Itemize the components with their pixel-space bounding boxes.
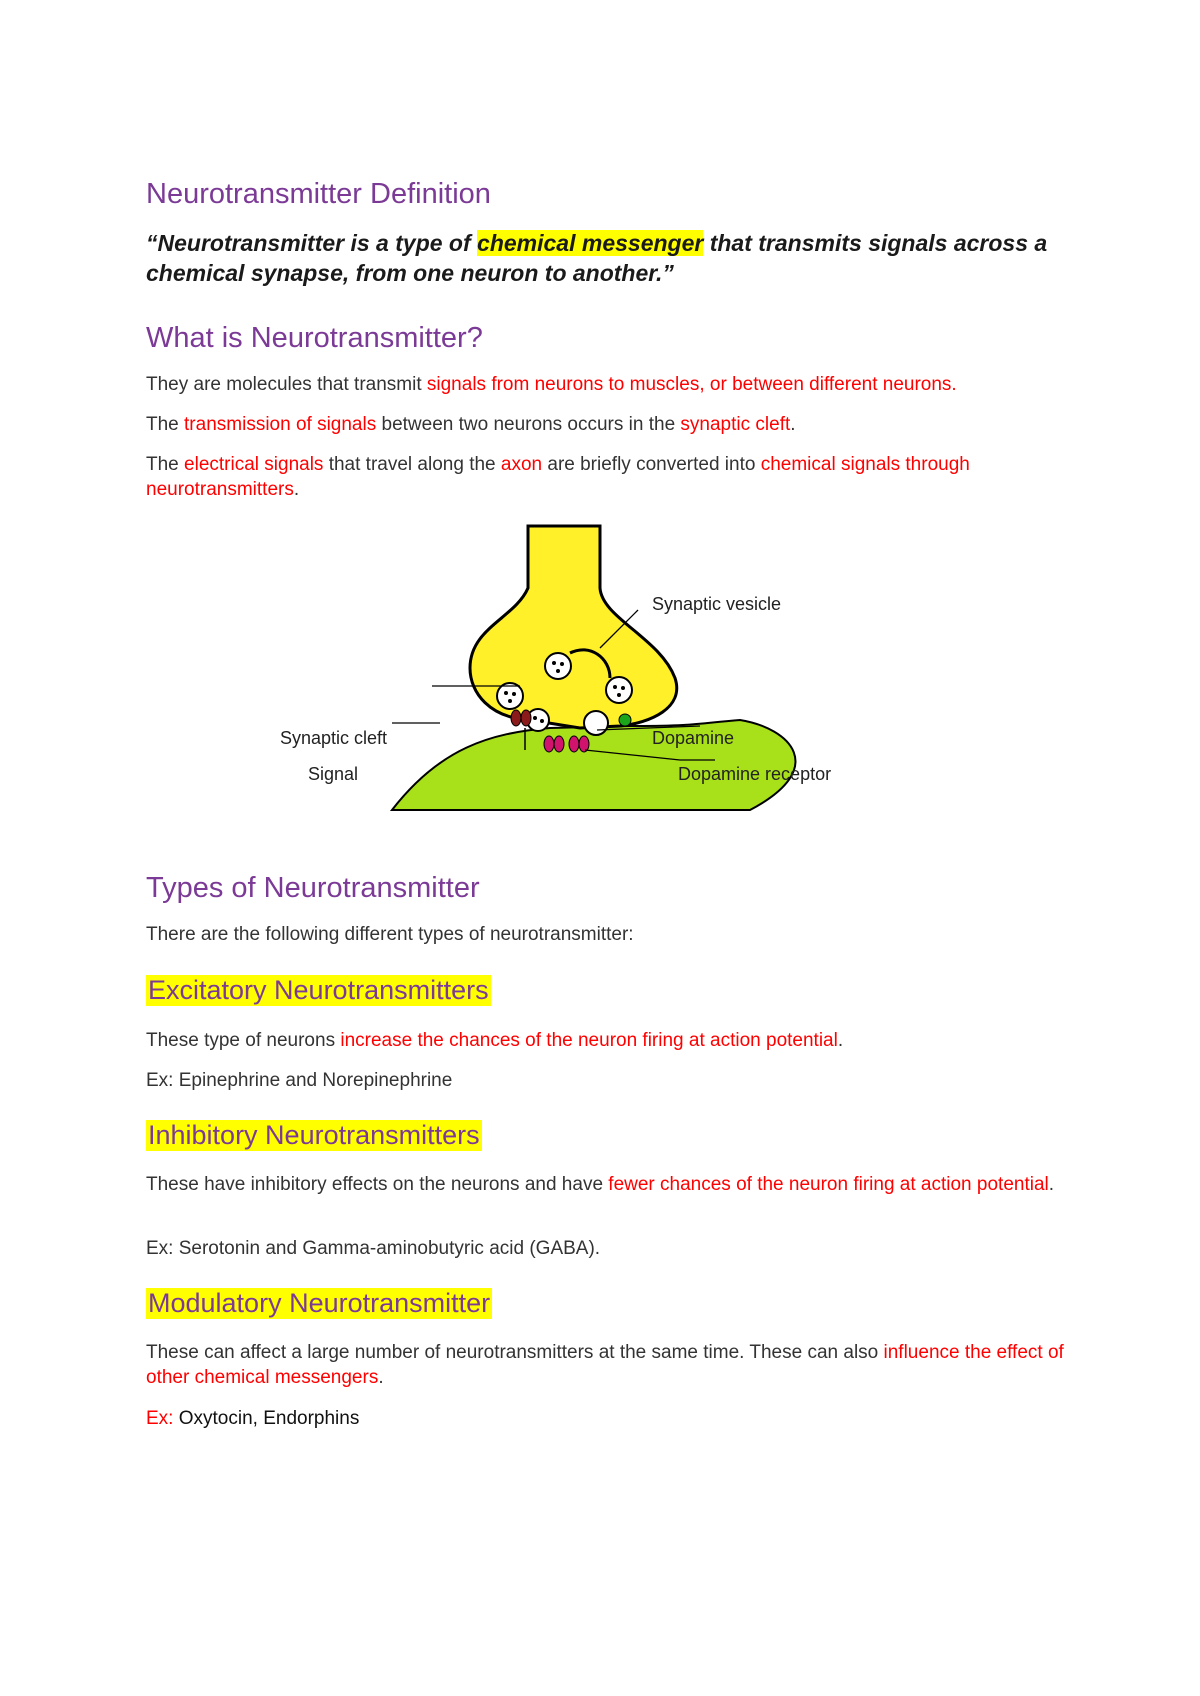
label-synaptic-vesicle: Synaptic vesicle <box>652 594 782 614</box>
definition-heading: Neurotransmitter Definition <box>146 178 491 210</box>
text: These type of neurons <box>146 1030 341 1051</box>
modulatory-section <box>146 1288 1086 1319</box>
what-is-heading: What is Neurotransmitter? <box>146 322 483 354</box>
emphasis-text: increase the chances of the neuron firing at action potential <box>340 1030 838 1051</box>
text: between two neurons occurs in the <box>376 414 681 435</box>
what-is-paragraph-1 <box>146 372 1086 397</box>
modulatory-paragraph <box>146 1340 1086 1390</box>
excitatory-paragraph <box>146 1028 1086 1053</box>
example-label: Ex: <box>146 1408 174 1429</box>
excitatory-example: Ex: Epinephrine and Norepinephrine <box>146 1070 453 1091</box>
label-dopamine: Dopamine <box>652 728 735 748</box>
types-intro: There are the following different types of neurotransmitter: <box>146 924 634 945</box>
excitatory-heading: Excitatory Neurotransmitters <box>148 975 489 1005</box>
inhibitory-heading: Inhibitory Neurotransmitters <box>148 1120 480 1150</box>
emphasis-text: axon <box>500 454 543 475</box>
text: that travel along the <box>323 454 501 475</box>
quote-highlight: chemical messenger <box>477 230 704 256</box>
label-synaptic-cleft: Synaptic cleft <box>280 728 388 748</box>
text: These have inhibitory effects on the neurons and have <box>146 1174 609 1195</box>
label-dopamine-receptor: Dopamine receptor <box>678 764 832 784</box>
text: are briefly converted into <box>542 454 761 475</box>
definition-quote <box>146 228 1086 288</box>
emphasis-text: chemical signals through neurotransmitters <box>146 454 970 500</box>
emphasis-text: signals from neurons to muscles, or between different neurons. <box>426 374 957 395</box>
emphasis-text: synaptic cleft <box>680 414 791 435</box>
text: . <box>378 1367 384 1388</box>
dopamine-molecule <box>619 714 631 726</box>
what-is-section <box>146 322 1086 355</box>
quote-rest: that transmits signals across a chemical synapse, from one neuron to another.” <box>146 230 1048 286</box>
definition-section <box>146 178 1086 211</box>
emphasis-text: electrical signals <box>184 454 324 475</box>
text: . <box>790 414 796 435</box>
text: They are molecules that transmit <box>146 374 427 395</box>
text: These can affect a large number of neurotransmitters at the same time. These can also <box>146 1342 884 1363</box>
modulatory-example <box>146 1406 1086 1431</box>
excitatory-section <box>146 975 1086 1006</box>
types-heading: Types of Neurotransmitter <box>146 872 480 904</box>
example-value: Oxytocin, Endorphins <box>173 1408 360 1429</box>
inhibitory-example: Ex: Serotonin and Gamma-aminobutyric acid (GABA). <box>146 1238 601 1259</box>
text: . <box>837 1030 844 1051</box>
text: . <box>293 479 300 500</box>
inhibitory-paragraph <box>146 1172 1086 1197</box>
what-is-paragraph-3 <box>146 452 1086 502</box>
what-is-paragraph-2 <box>146 412 1086 437</box>
synapse-diagram <box>280 518 940 818</box>
text: The <box>146 414 185 435</box>
emphasis-text: influence the effect of other chemical messengers <box>146 1342 1064 1388</box>
types-section <box>146 872 1086 905</box>
text: The <box>146 454 185 475</box>
text: . <box>1048 1174 1055 1195</box>
quote-start: “Neurotransmitter is a type of <box>146 230 478 256</box>
emphasis-text: transmission of signals <box>184 414 377 435</box>
modulatory-heading: Modulatory Neurotransmitter <box>148 1288 491 1318</box>
emphasis-text: fewer chances of the neuron firing at action potential <box>608 1174 1049 1195</box>
label-signal: Signal <box>308 764 359 784</box>
inhibitory-section <box>146 1120 1086 1151</box>
